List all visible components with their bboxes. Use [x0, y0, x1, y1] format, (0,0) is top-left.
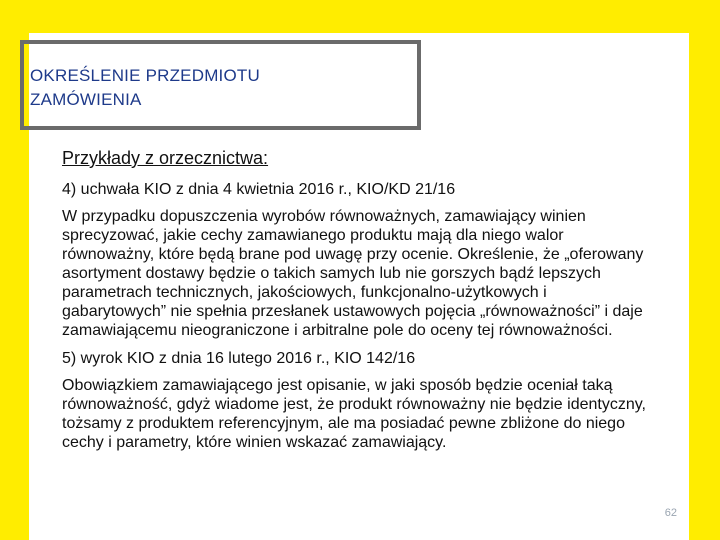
- slide-title: [30, 64, 360, 112]
- page-number: 62: [664, 507, 677, 519]
- slide-title-line-2: ZAMÓWIENIA: [30, 90, 142, 109]
- case-reference-2: 5) wyrok KIO z dnia 16 lutego 2016 r., KIO 142/16: [62, 350, 416, 367]
- slide-body: [62, 147, 652, 461]
- case-reference-1: 4) uchwała KIO z dnia 4 kwietnia 2016 r., KIO/KD 21/16: [62, 181, 456, 198]
- case-summary-1: W przypadku dopuszczenia wyrobów równoważnych, zamawiający winien sprecyzować, jakie cechy zamawianego produktu mają dla niego walor równoważny, które będą brane pod uwagę przy ocenie. Określenie, że „oferowany asortyment dostawy będzie o takich samych lub nie gorszych bądź lepszych parametrach technicznych, jakościowych, funkcjonalno-użytkowych i gabarytowych” nie spełnia przesłanek ustawowych pojęcia „równoważności” i daje zamawiającemu nieograniczone i arbitralne pole do oceny tej równoważności.: [62, 208, 644, 339]
- case-summary-2: Obowiązkiem zamawiającego jest opisanie, w jaki sposób będzie oceniał taką równoważność, gdyż wiadome jest, że produkt równoważny nie będzie identyczny, tożsamy z produktem referencyjnym, ale ma posiadać pewne zbliżone do niego cechy i parametry, które winien wskazać zamawiający.: [62, 377, 646, 451]
- section-heading: Przykłady z orzecznictwa:: [62, 148, 269, 168]
- slide-title-line-1: OKREŚLENIE PRZEDMIOTU: [30, 66, 260, 85]
